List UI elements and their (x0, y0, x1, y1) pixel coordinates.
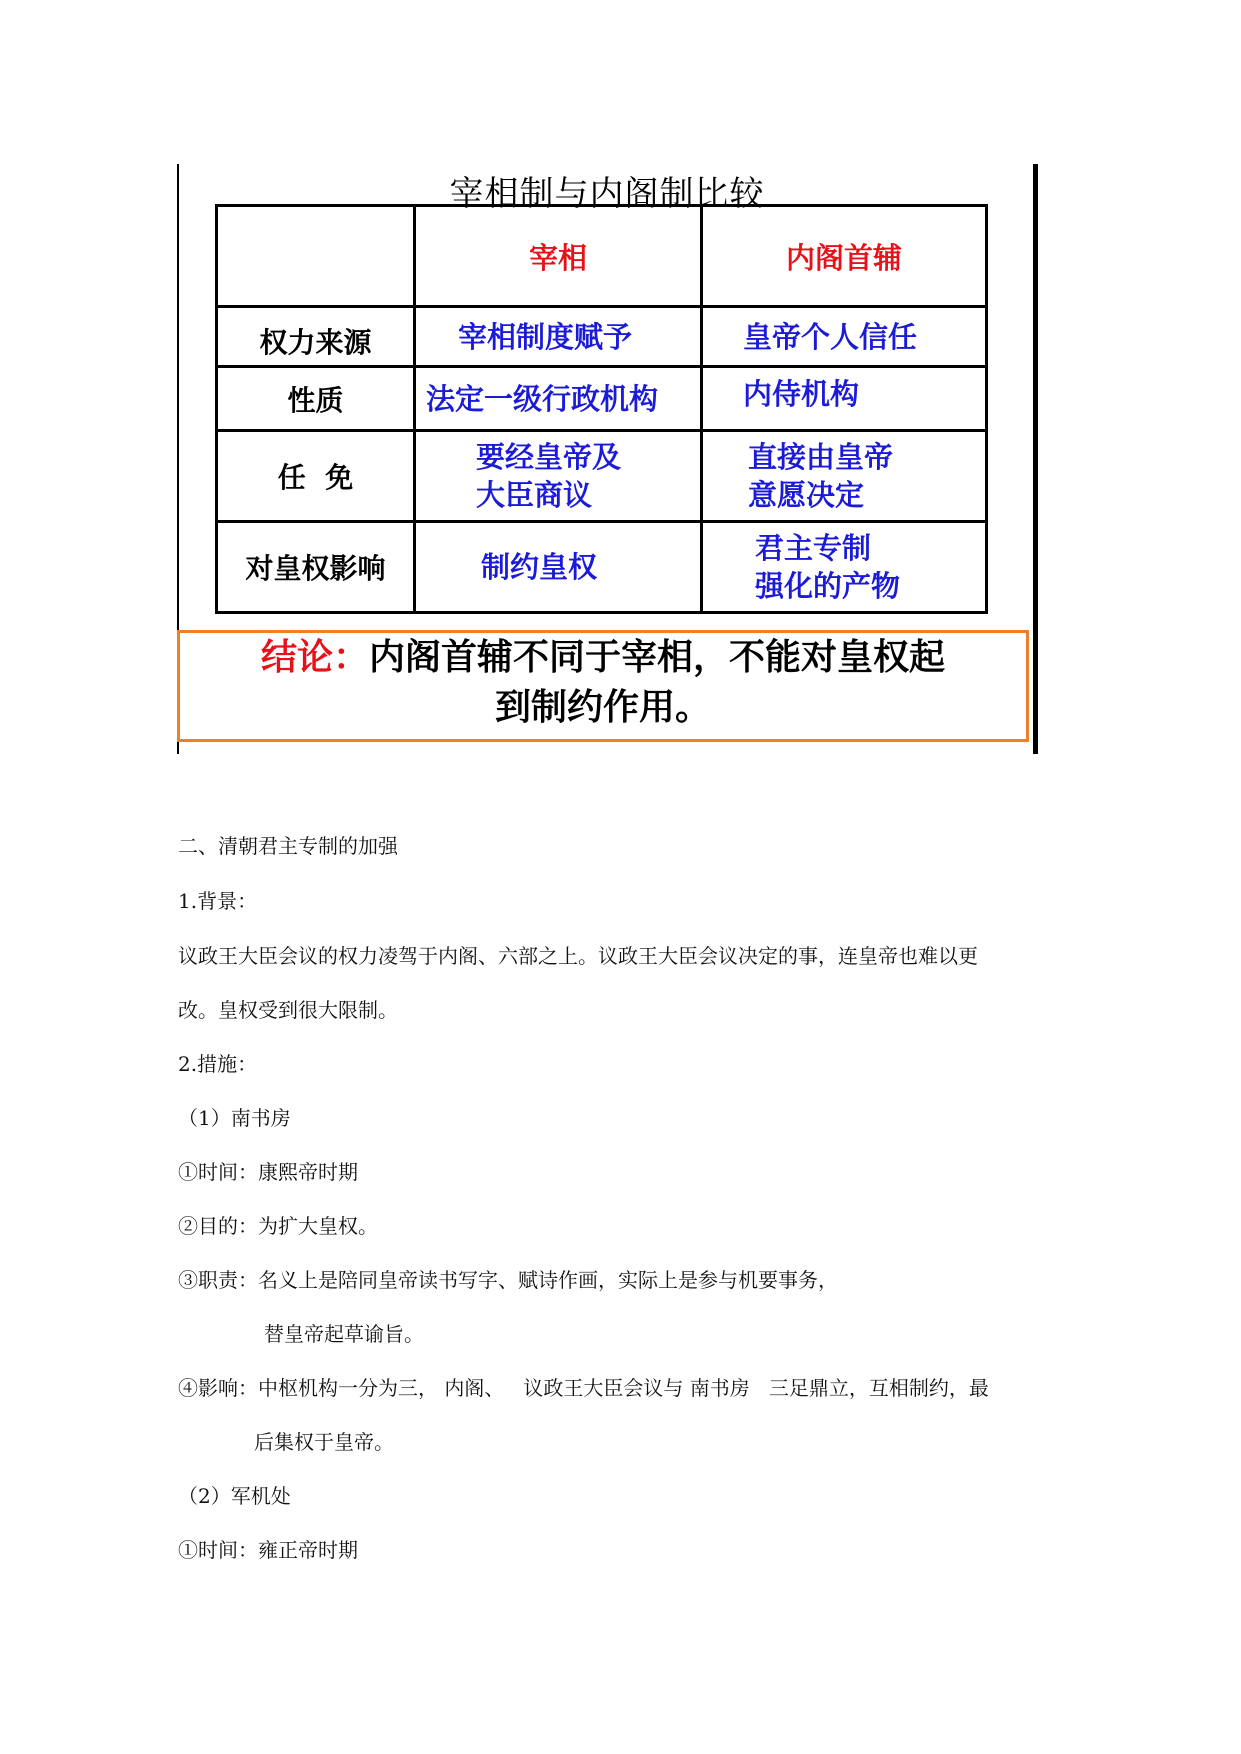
zaixiang-cell (415, 307, 702, 367)
slide-title: 宰相制与内阁制比较 (449, 174, 765, 214)
header-empty-cell (217, 206, 415, 307)
zaixiang-cell (415, 431, 702, 522)
measures-heading: 2.措施： (178, 1052, 258, 1076)
cell-text: 大臣商议 (476, 478, 593, 512)
cell-text: 制约皇权 (481, 550, 598, 584)
cell-text: 法定一级行政机构 (426, 381, 659, 416)
neige-cell (702, 522, 987, 613)
background-line-2: 改。皇权受到很大限制。 (178, 998, 398, 1022)
cell-text: 内侍机构 (743, 376, 860, 411)
nanshufang-effect-line-2: 后集权于皇帝。 (254, 1430, 394, 1454)
row-label: 权力来源 (217, 307, 415, 367)
nanshufang-heading: （1）南书房 (178, 1106, 291, 1130)
header-zaixiang: 宰相 (415, 206, 702, 307)
table-row (217, 307, 987, 367)
nanshufang-duty-line-1: ③职责：名义上是陪同皇帝读书写字、赋诗作画，实际上是参与机要事务， (178, 1268, 838, 1292)
conclusion-line-2: 到制约作用。 (494, 687, 711, 728)
table-row (217, 367, 987, 431)
zaixiang-cell (415, 367, 702, 431)
cell-text: 君主专制 (755, 531, 872, 565)
neige-cell (702, 307, 987, 367)
zaixiang-cell (415, 522, 702, 613)
conclusion-text: 内阁首辅不同于宰相，不能对皇权起 (369, 637, 946, 678)
slide-right-border (1033, 164, 1038, 754)
row-label: 对皇权影响 (217, 522, 415, 613)
cell-text: 直接由皇帝 (748, 440, 894, 474)
nanshufang-purpose: ②目的：为扩大皇权。 (178, 1214, 378, 1238)
conclusion-box (177, 630, 1029, 742)
comparison-table (215, 204, 988, 614)
cell-text: 强化的产物 (755, 569, 901, 603)
table-row (217, 522, 987, 613)
cell-text: 皇帝个人信任 (743, 319, 918, 354)
background-heading: 1.背景： (178, 889, 258, 913)
table-header-row (217, 206, 987, 307)
row-label: 性质 (217, 367, 415, 431)
header-neige: 内阁首辅 (702, 206, 987, 307)
neige-cell (702, 367, 987, 431)
nanshufang-effect-line-1: ④影响：中枢机构一分为三， 内阁、 议政王大臣会议与 南书房 三足鼎立，互相制约，最 (178, 1376, 989, 1400)
cell-text: 要经皇帝及 (476, 440, 622, 474)
nanshufang-duty-line-2: 替皇帝起草谕旨。 (264, 1322, 424, 1346)
comparison-slide-image (177, 164, 1037, 754)
cell-text: 宰相制度赋予 (458, 319, 633, 354)
cell-text: 意愿决定 (748, 478, 865, 512)
junjichu-heading: （2）军机处 (178, 1484, 291, 1508)
conclusion-line-1 (180, 633, 1026, 683)
junjichu-time: ①时间：雍正帝时期 (178, 1538, 358, 1562)
section-title: 二、清朝君主专制的加强 (178, 834, 398, 858)
neige-cell (702, 431, 987, 522)
row-label: 任 免 (217, 431, 415, 522)
conclusion-label: 结论： (260, 637, 369, 678)
table-row (217, 431, 987, 522)
nanshufang-time: ①时间：康熙帝时期 (178, 1160, 358, 1184)
background-line-1: 议政王大臣会议的权力凌驾于内阁、六部之上。议政王大臣会议决定的事，连皇帝也难以更 (178, 944, 978, 968)
